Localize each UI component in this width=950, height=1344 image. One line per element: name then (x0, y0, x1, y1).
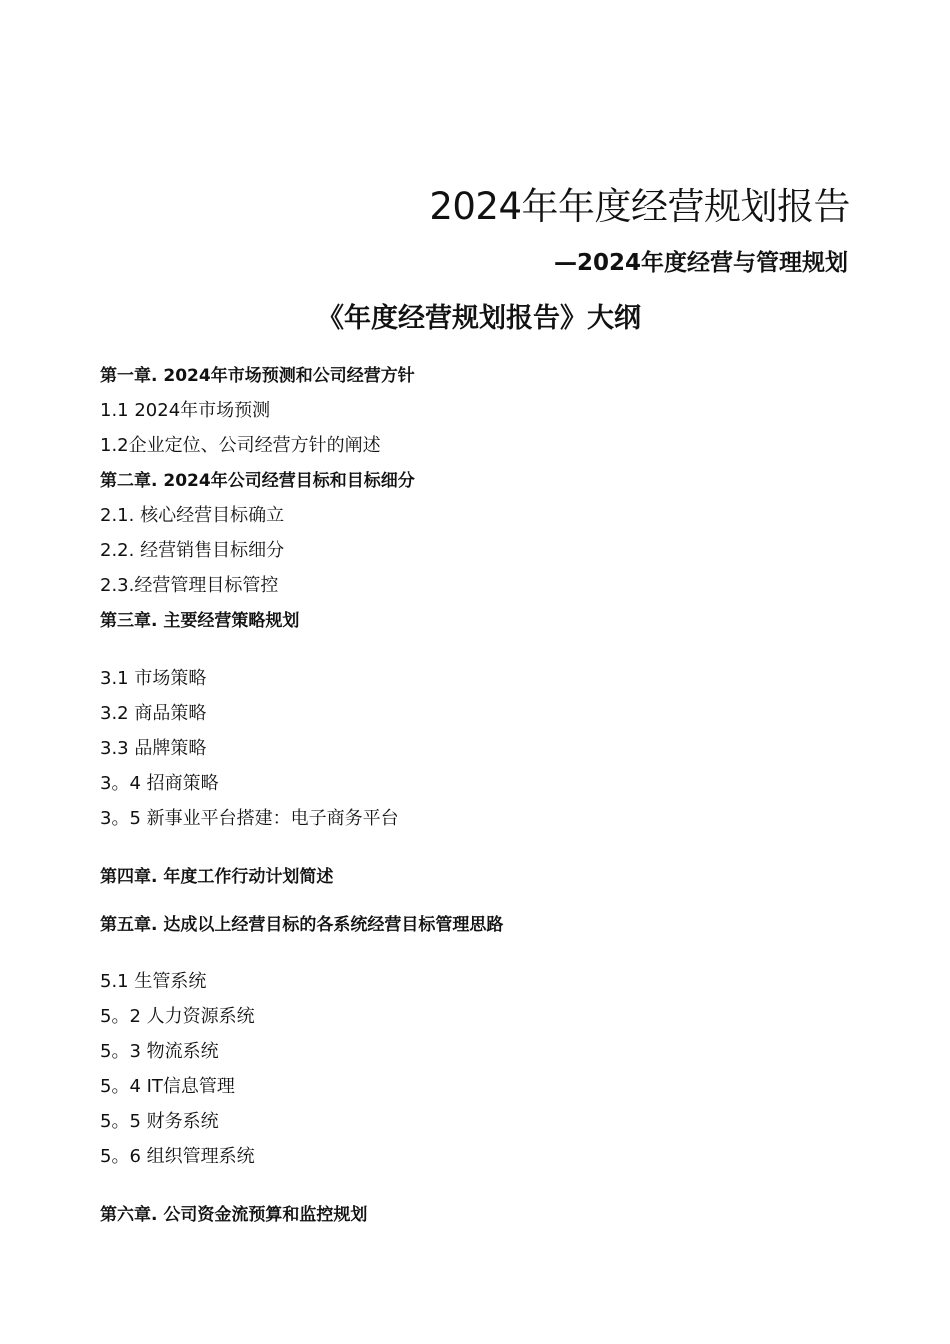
outline-item-5-3: 5。3 物流系统 (100, 1041, 219, 1062)
outline-item-3-1: 3.1 市场策略 (100, 668, 207, 689)
outline-item-3-5: 3。5 新事业平台搭建：电子商务平台 (100, 808, 399, 829)
outline-item-5-2: 5。2 人力资源系统 (100, 1006, 255, 1027)
document-title: 2024年年度经营规划报告 (429, 185, 850, 228)
outline-item-3-2: 3.2 商品策略 (100, 703, 207, 724)
chapter-4-heading: 第四章. 年度工作行动计划简述 (100, 867, 334, 887)
chapter-2-heading: 第二章. 2024年公司经营目标和目标细分 (100, 471, 415, 491)
outline-item-5-6: 5。6 组织管理系统 (100, 1146, 255, 1167)
outline-item-3-4: 3。4 招商策略 (100, 773, 219, 794)
chapter-6-heading: 第六章. 公司资金流预算和监控规划 (100, 1205, 368, 1225)
outline-item-1-2: 1.2企业定位、公司经营方针的阐述 (100, 435, 381, 456)
outline-item-5-1: 5.1 生管系统 (100, 971, 207, 992)
outline-item-1-1: 1.1 2024年市场预测 (100, 400, 271, 421)
outline-item-5-4: 5。4 IT信息管理 (100, 1076, 235, 1097)
document-subtitle: —2024年度经营与管理规划 (553, 250, 848, 276)
outline-item-2-1: 2.1. 核心经营目标确立 (100, 505, 285, 526)
outline-item-2-2: 2.2. 经营销售目标细分 (100, 540, 285, 561)
outline-item-3-3: 3.3 品牌策略 (100, 738, 207, 759)
chapter-1-heading: 第一章. 2024年市场预测和公司经营方针 (100, 366, 415, 386)
chapter-3-heading: 第三章. 主要经营策略规划 (100, 611, 300, 631)
outline-item-5-5: 5。5 财务系统 (100, 1111, 219, 1132)
chapter-5-heading: 第五章. 达成以上经营目标的各系统经营目标管理思路 (100, 915, 504, 935)
outline-title: 《年度经营规划报告》大纲 (317, 303, 641, 334)
outline-item-2-3: 2.3.经营管理目标管控 (100, 575, 279, 596)
